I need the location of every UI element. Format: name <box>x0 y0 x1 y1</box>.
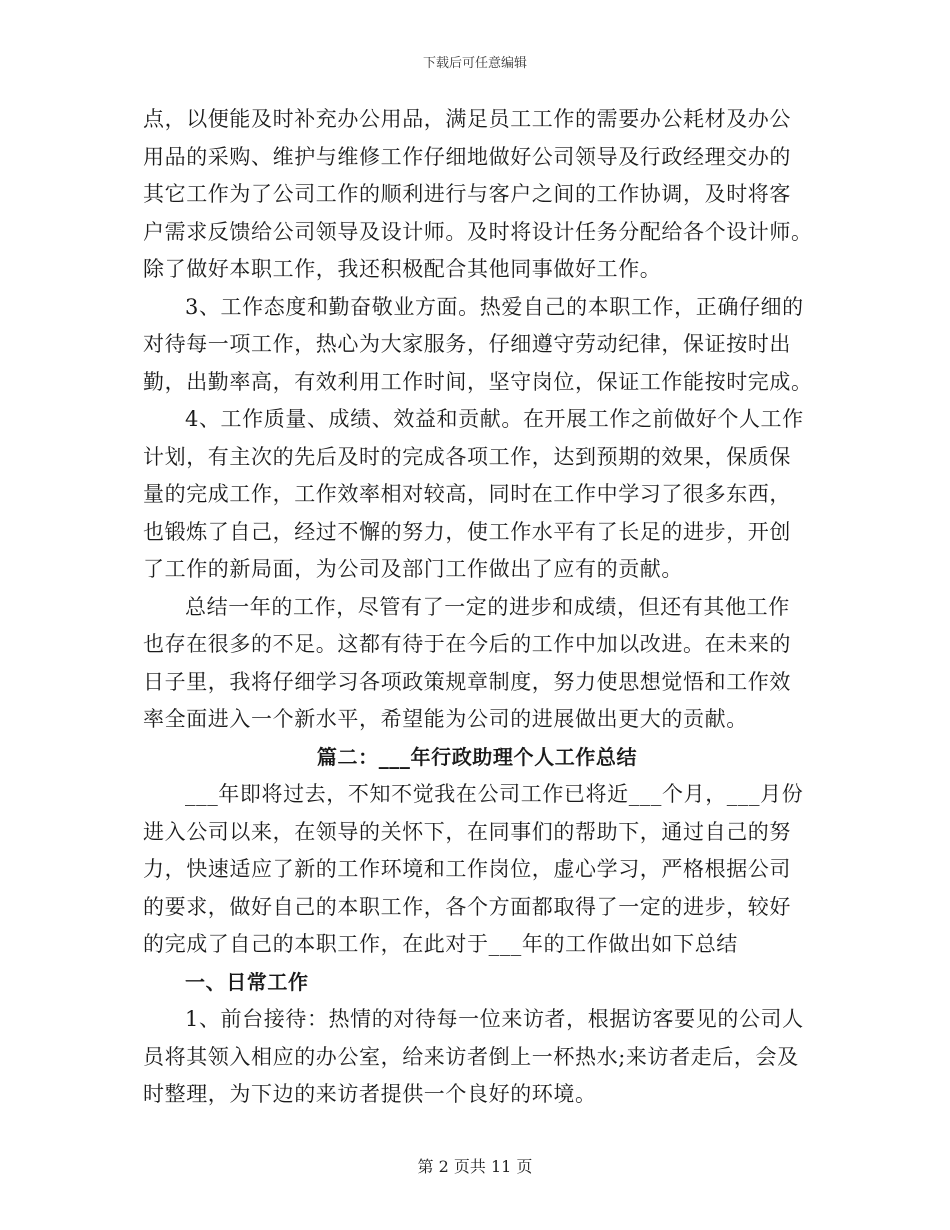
text-line: 计划，有主次的先后及时的完成各项工作，达到预期的效果，保质保 <box>143 444 791 469</box>
paragraph-start: 4、工作质量、成绩、效益和贡献。在开展工作之前做好个人工作 <box>185 407 804 431</box>
text-line: 力，快速适应了新的工作环境和工作岗位，虚心学习，严格根据公司 <box>143 857 791 881</box>
subsection-heading: 一、日常工作 <box>185 969 309 994</box>
page-header: 下载后可任意编辑 <box>422 56 527 71</box>
text-line: 量的完成工作，工作效率相对较高，同时在工作中学习了很多东西， <box>143 482 791 506</box>
paragraph-start: 3、工作态度和勤奋敬业方面。热爱自己的本职工作，正确仔细的 <box>185 294 804 319</box>
text-line: 率全面进入一个新水平，希望能为公司的进展做出更大的贡献。 <box>143 707 748 731</box>
paragraph-start: 1、前台接待：热情的对待每一位来访者，根据访客要见的公司人 <box>185 1007 804 1031</box>
text-line: 对待每一项工作，热心为大家服务，仔细遵守劳动纪律，保证按时出 <box>143 332 791 356</box>
text-line: 时整理，为下边的来访者提供一个良好的环境。 <box>143 1082 597 1106</box>
text-line: 除了做好本职工作，我还积极配合其他同事做好工作。 <box>143 257 662 281</box>
paragraph-start: 总结一年的工作，尽管有了一定的进步和成绩，但还有其他工作 <box>185 594 790 619</box>
text-line: 也锻炼了自己，经过不懈的努力，使工作水平有了长足的进步，开创 <box>143 519 791 544</box>
text-line: 的要求，做好自己的本职工作，各个方面都取得了一定的进步，较好 <box>143 894 791 919</box>
page-footer: 第 2 页共 11 页 <box>417 1157 533 1176</box>
text-line: 也存在很多的不足。这都有待于在今后的工作中加以改进。在未来的 <box>143 632 791 656</box>
text-line: 了工作的新局面，为公司及部门工作做出了应有的贡献。 <box>143 557 683 581</box>
text-line: 其它工作为了公司工作的顺利进行与客户之间的工作协调，及时将客 <box>143 182 791 206</box>
text-line: 点，以便能及时补充办公用品，满足员工工作的需要办公耗材及办公 <box>143 107 791 131</box>
text-line: 用品的采购、维护与维修工作仔细地做好公司领导及行政经理交办的 <box>143 144 791 169</box>
text-line: 日子里，我将仔细学习各项政策规章制度，努力使思想觉悟和工作效 <box>143 669 791 694</box>
text-line: 进入公司以来，在领导的关怀下，在同事们的帮助下，通过自己的努 <box>143 819 791 844</box>
text-line: 员将其领入相应的办公室，给来访者倒上一杯热水;来访者走后，会及 <box>143 1044 799 1069</box>
text-line: 户需求反馈给公司领导及设计师。及时将设计任务分配给各个设计师。 <box>143 219 813 244</box>
paragraph-start: ___年即将过去，不知不觉我在公司工作已将近___个月，___月份 <box>185 782 804 806</box>
document-body <box>143 101 811 1114</box>
section-heading: 篇二：___年行政助理个人工作总结 <box>316 744 638 769</box>
text-line: 的完成了自己的本职工作，在此对于___年的工作做出如下总结 <box>143 932 738 956</box>
text-line: 勤，出勤率高，有效利用工作时间，坚守岗位，保证工作能按时完成。 <box>143 369 813 394</box>
